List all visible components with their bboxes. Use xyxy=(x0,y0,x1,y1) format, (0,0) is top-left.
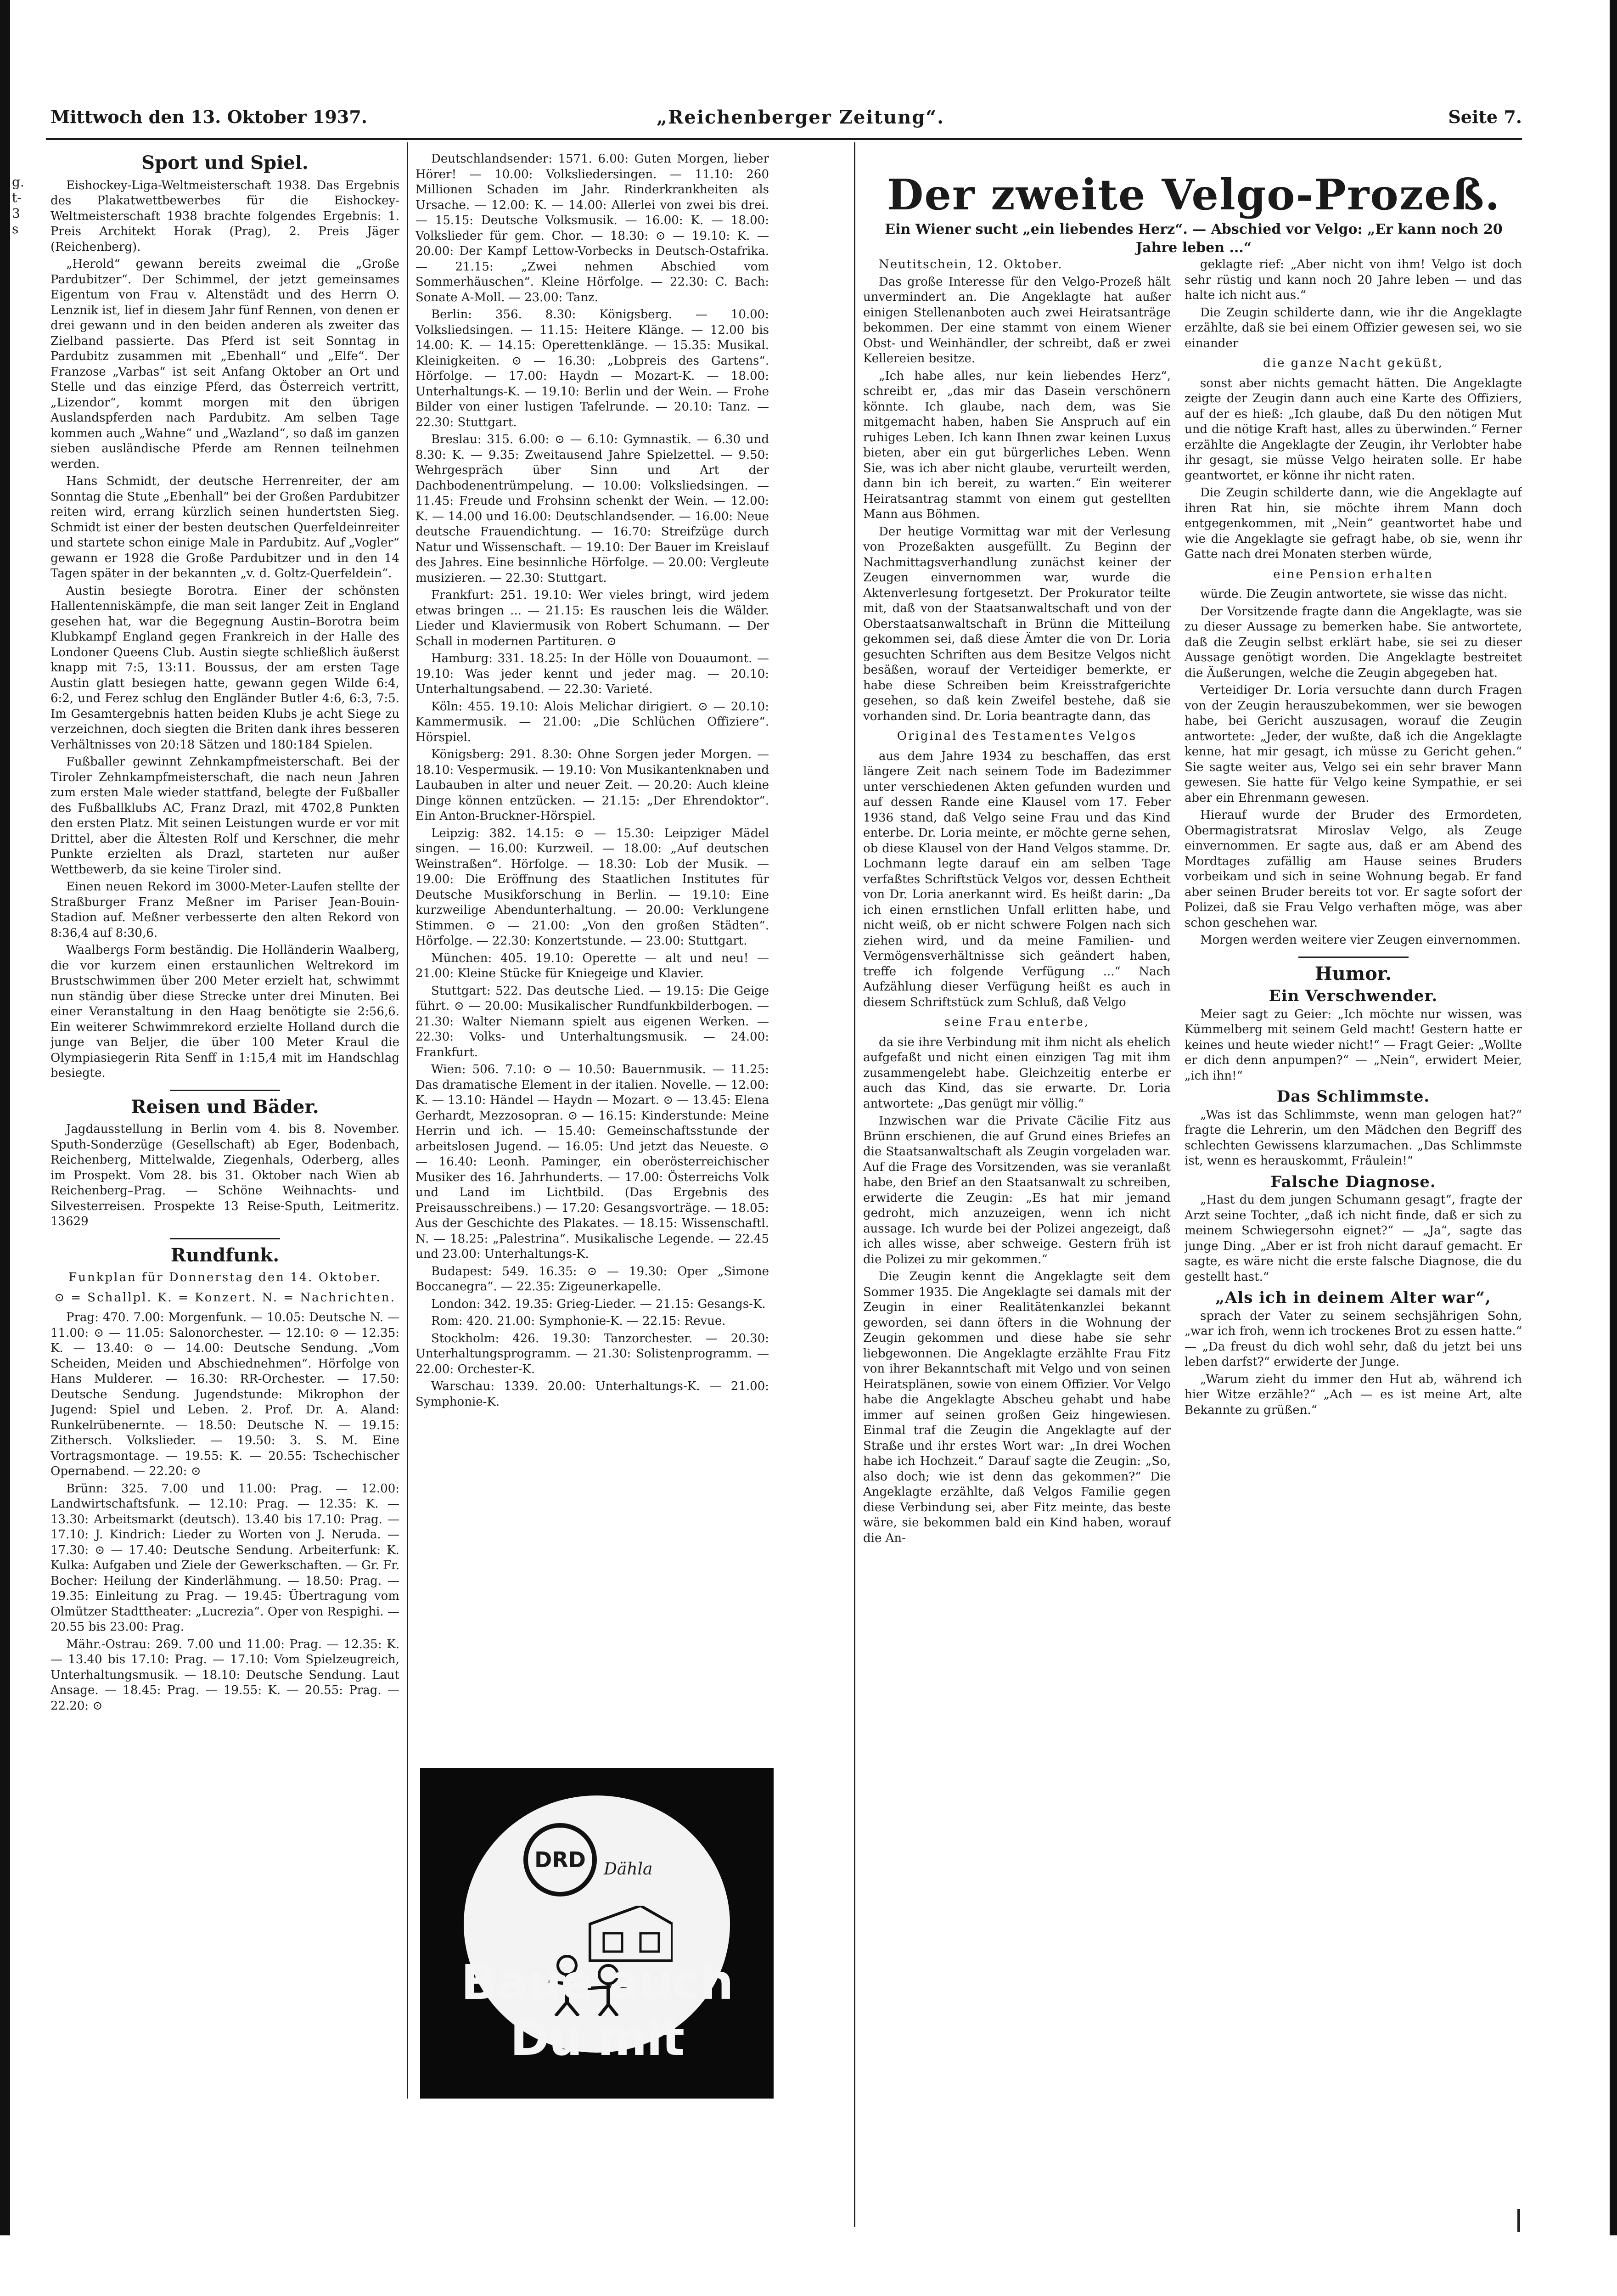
humor-item-text: „Hast du dem jungen Schumann gesagt“, fragte der Arzt seine Tochter, „daß ich nicht finde, daß er sich zu meinem Schwiegersohn eignet?“ — „Ja“, sagte das junge Ding. „Aber er ist froh nicht darauf gemacht. Er sagte, es wäre nicht die erste falsche Diagnose, die du gestellt hast.“ xyxy=(1185,1193,1522,1284)
radio-legend: ⊙ = Schallpl. K. = Konzert. N. = Nachrichten. xyxy=(54,1290,396,1305)
radio-station-paragraph: Köln: 455. 19.10: Alois Melichar dirigiert. ⊙ — 20.10: Kammermusik. — 21.00: „Die Schlüchen Offiziere“. Hörspiel. xyxy=(415,699,769,744)
radio-station-paragraph: Deutschlandsender: 1571. 6.00: Guten Morgen, lieber Hörer! — 10.00: Volksliedersingen. — 11.10: 260 Millionen Schaden im Jahr. Rinderkrankheiten als Ursache. — 12.00: K. — 14.00: Allerlei von zwei bis drei. — 15.15: Deutsche Volksmusik. — 16.00: K. — 18.00: Volkslieder für gem. Chor. — 18.30: ⊙ — 19.10: K. — 20.00: Der Kampf Lettow-Vorbecks in Deutsch-Ostafrika. — 21.15: „Zwei nehmen Abschied vom Sommerhäuschen“. Kleine Hörfolge. — 22.30: C. Bach: Sonate A-Moll. — 23.00: Tanz. xyxy=(415,152,769,304)
humor-item-text: „Warum zieht du immer den Hut ab, während ich hier Witze erzähle?“ „Ach — es ist meine Art, alte Bekannte zu grüßen.“ xyxy=(1185,1372,1522,1417)
radio-subtitle: Funkplan für Donnerstag den 14. Oktober. xyxy=(68,1271,382,1284)
ad-emblem: DRD xyxy=(523,1823,597,1896)
radio-station-paragraph: London: 342. 19.35: Grieg-Lieder. — 21.15: Gesangs-K. xyxy=(431,1297,766,1311)
sport-paragraph: Einen neuen Rekord im 3000-Meter-Laufen stellte der Straßburger Franz Meßner im Pariser Jean-Bouin-Stadion auf. Meßner verbesserte den alten Rekord von 8:36,4 auf 8:30,6. xyxy=(51,880,399,940)
humor-item-text: „Was ist das Schlimmste, wenn man gelogen hat?“ fragte die Lehrerin, um den Mädchen den Begriff des schlechten Gewissens klarzumachen. „Das Schlimmste ist, wenn es herauskommt, Fräulein!“ xyxy=(1185,1108,1522,1168)
article-headline: Der zweite Velgo-Prozeß. xyxy=(887,170,1501,219)
column-rule xyxy=(854,142,855,2227)
scan-edge-right xyxy=(1610,0,1617,2235)
radio-station-paragraph: Rom: 420. 21.00: Symphonie-K. — 22.15: Revue. xyxy=(431,1314,726,1328)
article-paragraph: Hierauf wurde der Bruder des Ermordeten, Obermagistratsrat Miroslav Velgo, als Zeuge einvernommen. Er sagte aus, daß er am Abend des Mordtages zufällig am Hause seines Bruders vorbeikam und sich in seine Wohnung begab. Er fand aber seinen Bruder bereits tot vor. Er sagte sofort der Polizei, daß sie Frau Velgo verhaften möge, was aber schon geschehen war. xyxy=(1185,808,1522,930)
humor-item-title: Das Schlimmste. xyxy=(1276,1087,1430,1106)
radio-station-paragraph: Hamburg: 331. 18.25: In der Hölle von Douaumont. — 19.10: Was jeder kennt und jeder mag. — 20.10: Unterhaltungsabend. — 22.30: Varieté. xyxy=(415,652,769,696)
advertisement xyxy=(420,1768,774,2099)
article-paragraph: „Ich habe alles, nur kein liebendes Herz“, schreibt er, „das mir das Dasein verschönern könnte. Ich glaube, nach dem, was Sie mitgemacht haben, haben Sie Anspruch auf ein ruhiges Leben. Ich kann Ihnen zwar keinen Luxus bieten, aber ein gut bürgerliches Leben. Wenn Sie, was ich aber nicht glaube, verurteilt werden, dann bin ich bereit, zu warten.“ Ein weiterer Heiratsantrag stammt von einem gut gestellten Mann aus Böhmen. xyxy=(863,369,1171,521)
radio-station-paragraph: Stuttgart: 522. Das deutsche Lied. — 19.15: Die Geige führt. ⊙ — 20.00: Musikalischer Rundfunkbilderbogen. — 21.30: Walter Niemann spielt aus eigenen Werken. — 22.30: Volks- und Unterhaltungsmusik. — 24.00: Frankfurt. xyxy=(415,984,769,1059)
article-paragraph: aus dem Jahre 1934 zu beschaffen, das erst längere Zeit nach seinem Tode im Badezimmer unter verschiedenen Akten gefunden wurden und auf dessen Rande eine Klausel vom 17. Feber 1936 stand, daß Velgo seine Frau und das Kind enterbe. Dr. Loria meinte, er möchte gerne sehen, ob diese Klausel von der Hand Velgos stamme. Dr. Lochmann legte darauf ein am selben Tage verfaßtes Schriftstück Velgos vor, dessen Echtheit von Dr. Loria anerkannt wird. Es heißt darin: „Da ich einen ernstlichen Unfall erlitten habe, und nicht weiß, ob er nicht schwere Folgen nach sich ziehen wird, und da meine Familien- und Vermögensverhältnisse sich geändert haben, treffe ich folgende Verfügung ...“ Nach Aufzählung dieser Verfügung heißt es auch in diesem Schriftstück zum Schluß, daß Velgo xyxy=(863,749,1171,1009)
radio-paragraph: Prag: 470. 7.00: Morgenfunk. — 10.05: Deutsche N. — 11.00: ⊙ — 11.05: Salonorchester. — 12.10: ⊙ — 12.35: K. — 13.40: ⊙ — 14.00: Deutsche Sendung. „Vom Scheiden, Meiden und Abschiednehmen“. Hörfolge von Hans Mulderer. — 16.30: RR-Orchester. — 17.50: Deutsche Sendung. Jugendstunde: Mikrophon der Jugend: Spiel und Leben. 2. Prof. Dr. A. Aland: Runkelrübenernte. — 18.50: Deutsche N. — 19.15: Zithersch. Volkslieder. — 19.50: 3. S. M. Eine Vortragsmontage. — 19.55: K. — 20.55: Tschechischer Opernabend. — 22.20: ⊙ xyxy=(51,1311,399,1478)
newspaper-name: „Reichenberger Zeitung“. xyxy=(657,107,945,128)
article-subhead: seine Frau enterbe, xyxy=(944,1015,1090,1029)
section-title-travel: Reisen und Bäder. xyxy=(131,1096,319,1118)
page-number: Seite 7. xyxy=(1448,107,1522,127)
travel-paragraph: Jagdausstellung in Berlin vom 4. bis 8. November. Sputh-Sonderzüge (Gesellschaft) ab Eger, Bodenbach, Reichenberg, Mittelwalde, Ziegenhals, Oderberg, alles im Prospekt. Vom 28. bis 31. Oktober nach Wien ab Reichenberg–Prag. — Schöne Weihnachts- und Silvesterreisen. Prospekte 13 Reise-Sputh, Leitmeritz. 13629 xyxy=(51,1122,399,1228)
article-dateline: Neutitschein, 12. Oktober. xyxy=(879,258,1063,271)
radio-station-paragraph: München: 405. 19.10: Operette — alt und neu! — 21.00: Kleine Stücke für Kniegeige und Klavier. xyxy=(415,951,769,980)
scan-mark xyxy=(1517,2209,1520,2232)
header-rule xyxy=(46,138,1522,140)
article-paragraph: da sie ihre Verbindung mit ihm nicht als ehelich aufgefaßt und nicht einen einzigen Tag mit ihm zusammengelebt habe. Gleichzeitig enterbe er auch das Kind, das sie erwarte. Dr. Loria antwortete: „Das genügt mir völlig.“ xyxy=(863,1035,1171,1111)
margin-fragment: 3 xyxy=(12,206,20,221)
column-sport-travel-radio xyxy=(51,152,399,2080)
humor-item-text: sprach der Vater zu seinem sechsjährigen Sohn, „war ich froh, wenn ich trockenes Brot zu essen hatte.“ — „Da freust du dich wohl sehr, daß du jetzt bei uns leben darfst?“ erwiderte der Junge. xyxy=(1185,1309,1522,1369)
margin-fragments xyxy=(12,174,30,237)
article-subhead: die ganze Nacht geküßt, xyxy=(1263,356,1443,370)
humor-item-title: „Als ich in deinem Alter war“, xyxy=(1215,1289,1491,1307)
section-title-humor: Humor. xyxy=(1314,962,1392,985)
sport-paragraph: Austin besiegte Borotra. Einer der schönsten Hallentenniskämpfe, die man seit langer Zeit in England gesehen hat, war die Begegnung Austin–Borotra beim Klubkampf England gegen Frankreich in der Halle des Londoner Queens Club. Austin siegte schließlich äußerst knapp mit 7:5, 13:11. Boussus, der am ersten Tage Austin glatt besiegen hatte, gewann gegen Wilde 6:4, 6:2, und Ferez schlug den Engländer Butler 4:6, 6:3, 7:5. Im Gesamtergebnis hatten beiden Klubs je acht Siege zu verzeichnen, doch siegten die Briten dank ihres besseren Verhältnisses von 20:18 Sätzen und 180:184 Spielen. xyxy=(51,584,399,752)
article-subhead: Original des Testamentes Velgos xyxy=(897,729,1137,743)
ad-slogan: Baue auch Du mit xyxy=(460,1954,733,2066)
article-paragraph: Der Vorsitzende fragte dann die Angeklagte, was sie zu dieser Aussage zu bemerken habe. Sie antwortete, daß die Zeugin selbst erklärt habe, sie sei zu dieser Aussage genötigt worden. Die Angeklagte bestreitet die Äußerungen, welche die Zeugin abgegeben hat. xyxy=(1185,604,1522,680)
humor-item-title: Falsche Diagnose. xyxy=(1270,1172,1436,1191)
issue-date: Mittwoch den 13. Oktober 1937. xyxy=(51,107,367,127)
article-paragraph: Die Zeugin kennt die Angeklagte seit dem Sommer 1935. Die Angeklagte sei damals mit der Zeugin in einer Realitätenkanzlei bekannt geworden, sei dann öfters in die Wohnung der Zeugin gekommen und diese habe sie sehr liebgewonnen. Die Angeklagte erzählte Frau Fitz von ihrer Bekanntschaft mit Velgo und von seinen Heiratsplänen, sowie von einem Offizier. Vor Velgo habe die Angeklagte Abscheu gehabt und habe immer auf seinen großen Geiz hingewiesen. Einmal traf die Zeugin die Angeklagte auf der Straße und ihr erstes Wort war: „In drei Wochen habe ich Hochzeit.“ Darauf sagte die Zeugin: „So, also doch; wie ist denn das gekommen?“ Die Angeklagte erzählte, daß Velgos Familie gegen diese Verbindung sei, aber Fitz meinte, das beste wäre, sie bekommen bald ein Kind haben, worauf die An- xyxy=(863,1270,1171,1545)
section-separator xyxy=(170,1238,280,1239)
sport-paragraph: Waalbergs Form beständig. Die Holländerin Waalberg, die vor kurzem einen erstaunlichen Weltrekord im Brustschwimmen über 200 Meter erzielt hat, schwimmt nun ständig über diese Strecke unter drei Minuten. Bei einer Veranstaltung in den Haag benötigte sie 2:56,6. Ein weiterer Schwimmrekord erzielte Holland durch die junge van Beljer, die über 100 Meter Kraul die Olympiasiegerin Rita Senff in 1:15,4 mit im Handschlag besiegte. xyxy=(51,943,399,1080)
sport-paragraph: Hans Schmidt, der deutsche Herrenreiter, der am Sonntag die Stute „Ebenhall“ bei der Großen Pardubitzer reiten wird, errang kürzlich seinen hundertsten Sieg. Schmidt ist einer der besten deutschen Querfeldeinreiter und startete schon einige Male in Pardubitz. Auf „Vogler“ gewann er 1928 die Große Pardubitzer und in den 14 Tagen später in der bekannten „v. d. Goltz-Querfeldein“. xyxy=(51,474,399,580)
margin-fragment: g. xyxy=(12,174,24,190)
sport-paragraph: Eishockey-Liga-Weltmeisterschaft 1938. Das Ergebnis des Plakatwettbewerbes für die Eishockey-Weltmeisterschaft 1938 brachte folgendes Ergebnis: 1. Preis Architekt Horak (Prag), 2. Preis Jäger (Reichenberg). xyxy=(51,178,399,254)
article-subhead: eine Pension erhalten xyxy=(1273,567,1433,581)
article-paragraph: Die Zeugin schilderte dann, wie die Angeklagte auf ihren Rat hin, sie möchte ihrem Mann doch entgegenkommen, mit „Nein“ geantwortet habe und wie die Angeklagte sie gefragt habe, ob sie, wenn ihr Gatte nach drei Monaten sterben würde, xyxy=(1185,486,1522,561)
running-head xyxy=(51,107,1522,134)
column-rule xyxy=(407,142,408,2099)
radio-station-paragraph: Warschau: 1339. 20.00: Unterhaltungs-K. — 21.00: Symphonie-K. xyxy=(415,1379,769,1409)
section-title-radio: Rundfunk. xyxy=(170,1244,280,1266)
margin-fragment: t- xyxy=(12,190,22,205)
section-separator xyxy=(1298,957,1409,958)
scan-edge-left xyxy=(0,0,10,2235)
humor-item-text: Meier sagt zu Geier: „Ich möchte nur wissen, was Kümmelberg mit seinem Geld macht! Gestern hatte er keines und heute wieder nicht!“ — Fragt Geier: „Wollte er dich denn anpumpen?“ — „Nein“, erwidert Meier, „ich ihn!“ xyxy=(1185,1007,1522,1083)
sport-paragraph: „Herold“ gewann bereits zweimal die „Große Pardubitzer“. Der Schimmel, der jetzt gemeinsames Eigentum von Frau v. Altenstädt und des Herrn O. Lenznik ist, lief in diesem Jahr fünf Rennen, von denen er drei gewann und in den beiden anderen als zweiter das Zielband passierte. Das Pferd ist seit Sonntag in Pardubitz zusammen mit „Ebenhall“ und „Elfe“. Der Franzose „Varbas“ ist seit Anfang Oktober an Ort und Stelle und das einzige Pferd, das Österreich vertritt, „Lizendor“, kommt morgen mit den übrigen Auslandspferden nach Pardubitz. Am selben Tage kommen auch „Wahne“ und „Wazland“, so daß im ganzen sieben ausländische Pferde am Rennen teilnehmen werden. xyxy=(51,257,399,471)
article-subheadline: Ein Wiener sucht „ein liebendes Herz“. — Abschied vor Velgo: „Er kann noch 20 Jahre leben ...“ xyxy=(885,221,1503,256)
article-paragraph: Morgen werden weitere vier Zeugen einvernommen. xyxy=(1200,933,1521,947)
article-paragraph: Verteidiger Dr. Loria versuchte dann durch Fragen von der Zeugin herauszubekommen, wer sie bewogen habe, bei Gericht auszusagen, worauf die Zeugin antwortete: „Jeder, der wußte, daß ich die Angeklagte kenne, hat mir gesagt, ich müsse zu Gericht gehen.“ Sie sagte weiter aus, Velgo sei ein sehr braver Mann gewesen. Sie hatte für Velgo keine Sympathie, er sei aber ein Ehrenmann gewesen. xyxy=(1185,683,1522,805)
radio-station-paragraph: Wien: 506. 7.10: ⊙ — 10.50: Bauernmusik. — 11.25: Das dramatische Element in der italien. Novelle. — 12.00: K. — 13.10: Händel — Haydn — Mozart. ⊙ — 13.45: Elena Gerhardt, Mezzosopran. ⊙ — 16.15: Kinderstunde: Meine Herrin und ich. — 15.40: Gemeinschaftsstunde der arbeitslosen Jugend. — 16.05: Und jetzt das Neueste. ⊙ — 16.40: Leonh. Paminger, ein oberösterreichischer Musiker des 16. Jahrhunderts. — 17.00: Österreichs Volk und Land im Lichtbild. (Das Ergebnis des Preisausschreibens.) — 17.20: Gesangsvorträge. — 18.05: Aus der Geschichte des Plakates. — 18.15: Wissenschaftl. N. — 18.25: „Palestrina“. Musikalische Legende. — 22.45 und 23.00: Unterhaltungs-K. xyxy=(415,1063,769,1261)
radio-station-paragraph: Stockholm: 426. 19.30: Tanzorchester. — 20.30: Unterhaltungsprogramm. — 21.30: Solistenprogramm. — 22.00: Orchester-K. xyxy=(415,1331,769,1376)
article-paragraph: Das große Interesse für den Velgo-Prozeß hält unvermindert an. Die Angeklagte hat außer einigen Stellenanboten auch zwei Heiratsanträge bekommen. Der eine stammt von einem Wiener Obst- und Weinhändler, der schreibt, daß er zwei Kellereien besitze. xyxy=(863,275,1171,366)
article-paragraph: sonst aber nichts gemacht hätten. Die Angeklagte zeigte der Zeugin dann auch eine Karte des Offiziers, auf der es hieß: „Ich glaube, daß Du den nötigen Mut und die nötige Kraft hast, alles zu überwinden.“ Ferner erzählte die Angeklagte der Zeugin, ihr Verlobter habe ihr gesagt, sie müsse Velgo heiraten solle. Er habe geantwortet, er könne ihr nicht raten. xyxy=(1185,376,1522,483)
radio-station-paragraph: Frankfurt: 251. 19.10: Wer vieles bringt, wird jedem etwas bringen ... — 21.15: Es rauschen leis die Wälder. Lieder und Klaviermusik von Robert Schumann. — Der Schall in modernen Partituren. ⊙ xyxy=(415,588,769,648)
column-article-b-humor xyxy=(1185,257,1522,2232)
radio-station-paragraph: Breslau: 315. 6.00: ⊙ — 6.10: Gymnastik. — 6.30 und 8.30: K. — 9.35: Zweitausend Jahre Spielzettel. — 9.50: Wehrgespräch über Sinn und Art der Dachbodenentrümpelung. — 10.00: Volksliedsingen. — 11.45: Freude und Frohsinn schenkt der Wein. — 12.00: K. — 14.00 und 16.00: Deutschlandsender. — 16.00: Neue deutsche Frauendichtung. — 16.70: Streifzüge durch Natur und Wissenschaft. — 19.10: Der Bauer im Kreislauf des Jahres. Eine besinnliche Hörfolge. — 20.00: Vergleute musizieren. — 22.30: Stuttgart. xyxy=(415,433,769,585)
radio-paragraph: Mähr.-Ostrau: 269. 7.00 und 11.00: Prag. — 12.35: K. — 13.40 bis 17.10: Prag. — 17.10: Vom Spielzeugreich, Unterhaltungsmusik. — 18.10: Deutsche Sendung. Laut Ansage. — 18.45: Prag. — 19.55: K. — 20.55: Prag. — 22.20: ⊙ xyxy=(51,1637,399,1713)
sport-paragraph: Fußballer gewinnt Zehnkampfmeisterschaft. Bei der Tiroler Zehnkampfmeisterschaft, die nach neun Jahren zum ersten Male wieder stattfand, belegte der Fußballer des Fußballklubs AC, Franz Drazl, mit 4702,8 Punkten den ersten Platz. Mit seinen Leistungen wurde er vor mit Drittel, aber die Ältesten Rolf und Kerschner, die mehr Punkte erzielten als Drazl, starteten nur außer Wettbewerb, da sie keine Tiroler sind. xyxy=(51,755,399,877)
article-paragraph: Der heutige Vormittag war mit der Verlesung von Prozeßakten ausgefüllt. Zu Beginn der Nachmittagsverhandlung zunächst keiner der Zeugen einvernommen war, wurde die Aktenverlesung fortgesetzt. Der Prokurator teilte mit, daß von der Staatsanwaltschaft und von der Oberstaatsanwaltschaft in Brünn die Mitteilung gekommen sei, daß diese Ämter die von Dr. Loria gesuchten Schriften aus dem Besitze Velgos nicht besäßen, worauf der Verteidiger bemerkte, er habe diese Schreiben beim Kreisstrafgerichte gesehen, so daß kein Zweifel bestehe, daß sie vorhanden sind. Dr. Loria beantragte dann, das xyxy=(863,524,1171,723)
article-paragraph: würde. Die Zeugin antwortete, sie wisse das nicht. xyxy=(1200,587,1508,601)
section-title-sport: Sport und Spiel. xyxy=(141,152,309,174)
article-paragraph: Inzwischen war die Private Cäcilie Fitz aus Brünn erschienen, die auf Grund eines Briefes an die Staatsanwaltschaft als Zeugin vorgeladen war. Auf die Frage des Vorsitzenden, was sie veranlaßt habe, den Brief an den Staatsanwalt zu schreiben, erwiderte die Zeugin: „Es hat mir jemand gedroht, mich anzuzeigen, wenn ich nicht aussage. Ich wurde bei der Polizei angezeigt, daß ich alles wisse, aber schweige. Gestern früh ist die Polizei zu mir gekommen.“ xyxy=(863,1114,1171,1266)
article-paragraph: Die Zeugin schilderte dann, wie ihr die Angeklagte erzählte, daß sie bei einem Offizier gewesen sei, wo sie einander xyxy=(1185,305,1522,350)
ad-brand: Dähla xyxy=(604,1860,653,1879)
radio-station-paragraph: Königsberg: 291. 8.30: Ohne Sorgen jeder Morgen. — 18.10: Vespermusik. — 19.10: Von Musikantenknaben und Laubauben in alter und neuer Zeit. — 20.20: Auch kleine Dinge können entzücken. — 21.15: „Der Ehrendoktor“. Ein Anton-Bruckner-Hörspiel. xyxy=(415,748,769,823)
humor-item-title: Ein Verschwender. xyxy=(1269,987,1438,1005)
radio-station-paragraph: Berlin: 356. 8.30: Königsberg. — 10.00: Volksliedsingen. — 11.15: Heitere Klänge. — 12.00 bis 14.00: K. — 14.15: Operettenklänge. — 15.35: Musikal. Kleinigkeiten. ⊙ — 16.30: „Lobpreis des Gartens“. Hörfolge. — 17.00: Haydn — Mozart-K. — 18.00: Unterhaltungs-K. — 19.10: Berlin und der Wein. — Frohe Bilder von einer lustigen Tafelrunde. — 20.10: Tanz. — 22.30: Stuttgart. xyxy=(415,308,769,429)
margin-fragment: s xyxy=(12,221,19,236)
radio-paragraph: Brünn: 325. 7.00 und 11.00: Prag. — 12.00: Landwirtschaftsfunk. — 12.10: Prag. — 12.35: K. — 13.30: Arbeitsmarkt (deutsch). 13.40 bis 17.10: Prag. — 17.10: J. Kindrich: Lieder zu Worten von J. Neruda. — 17.30: ⊙ — 17.40: Deutsche Sendung. Arbeiterfunk: K. Kulka: Aufgaben und Ziele der Gewerkschaften. — Gr. Fr. Bocher: Heilung der Kinderlähmung. — 18.50: Prag. — 19.35: Einleitung zu Prag. — 19.45: Übertragung vom Olmützer Stadttheater: „Lucrezia“. Oper von Respighi. — 20.55 bis 23.00: Prag. xyxy=(51,1481,399,1634)
section-separator xyxy=(170,1090,280,1091)
column-article-a xyxy=(863,257,1171,2296)
column-radio-foreign xyxy=(415,152,769,1823)
article-paragraph: geklagte rief: „Aber nicht von ihm! Velgo ist doch sehr rüstig und kann noch 20 Jahre leben — und das halte ich nicht aus.“ xyxy=(1185,258,1522,302)
radio-station-paragraph: Budapest: 549. 16.35: ⊙ — 19.30: Oper „Simone Boccanegra“. — 22.35: Zigeunerkapelle. xyxy=(415,1264,769,1294)
radio-station-paragraph: Leipzig: 382. 14.15: ⊙ — 15.30: Leipziger Mädel singen. — 16.00: Kurzweil. — 18.00: „Auf deutschen Weinstraßen“. Hörfolge. — 18.30: Lob der Musik. — 19.00: Die Eröffnung des Staatlichen Institutes für Deutsche Musikforschung in Berlin. — 19.10: Eine kurzweilige Abendunterhaltung. — 20.00: Verklungene Stimmen. ⊙ — 21.00: „Von den großen Städten“. Hörfolge. — 22.30: Konzertstunde. — 23.00: Stuttgart. xyxy=(415,826,769,948)
